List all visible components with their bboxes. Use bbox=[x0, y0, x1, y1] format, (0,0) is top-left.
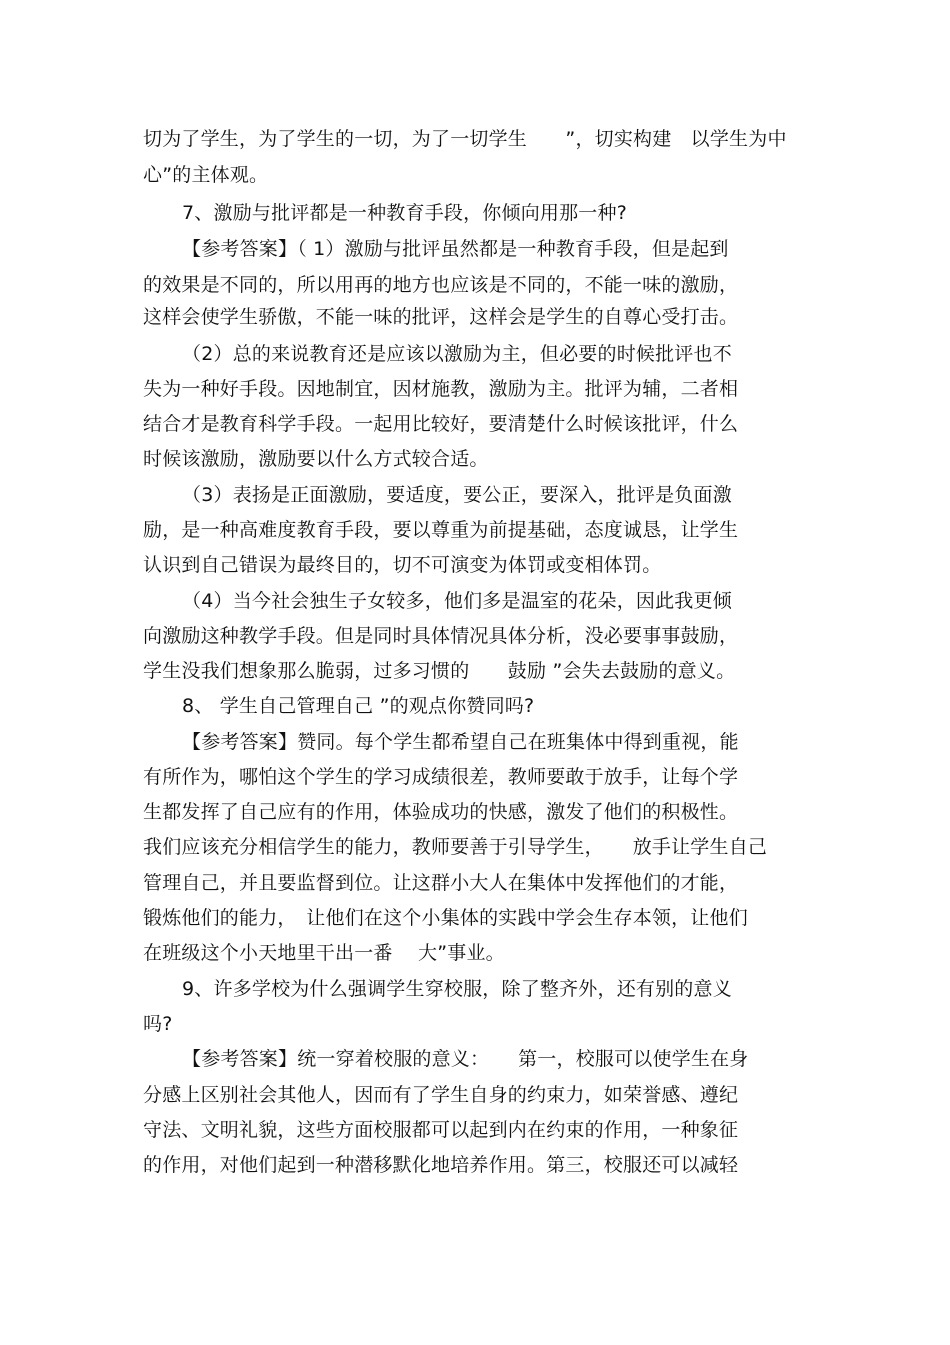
text-line: 管理自己，并且要监督到位。让这群小大人在集体中发挥他们的才能， bbox=[143, 872, 739, 894]
text-line: 我们应该充分相信学生的能力，教师要善于引导学生， 放手让学生自己 bbox=[143, 836, 768, 858]
text-line: 失为一种好手段。因地制宜，因材施教，激励为主。批评为辅，二者相 bbox=[143, 378, 739, 400]
text-line: 时候该激励，激励要以什么方式较合适。 bbox=[143, 448, 489, 470]
text-line: 认识到自己错误为最终目的，切不可演变为体罚或变相体罚。 bbox=[143, 554, 662, 576]
question-heading: 8、 学生自己管理自己 ”的观点你赞同吗? bbox=[182, 695, 535, 717]
text-line: 的效果是不同的，所以用再的地方也应该是不同的，不能一味的激励， bbox=[143, 274, 739, 296]
text-line: （3）表扬是正面激励，要适度，要公正，要深入，批评是负面激 bbox=[182, 484, 732, 506]
text-line: 向激励这种教学手段。但是同时具体情况具体分析，没必要事事鼓励， bbox=[143, 625, 739, 647]
text-line: 有所作为，哪怕这个学生的学习成绩很差，教师要敢于放手，让每个学 bbox=[143, 766, 739, 788]
text-line: 切为了学生，为了学生的一切，为了一切学生 ”，切实构建 以学生为中 bbox=[143, 128, 787, 150]
text-line: 励，是一种高难度教育手段，要以尊重为前提基础，态度诚恳，让学生 bbox=[143, 519, 739, 541]
answer-line: 【参考答案】赞同。每个学生都希望自己在班集体中得到重视，能 bbox=[182, 731, 739, 753]
text-line: 生都发挥了自己应有的作用，体验成功的快感，激发了他们的积极性。 bbox=[143, 801, 739, 823]
text-line: （2）总的来说教育还是应该以激励为主，但必要的时候批评也不 bbox=[182, 343, 732, 365]
question-heading: 7、激励与批评都是一种教育手段，你倾向用那一种? bbox=[182, 202, 627, 224]
text-line: 这样会使学生骄傲，不能一味的批评，这样会是学生的自尊心受打击。 bbox=[143, 306, 739, 328]
answer-line: 【参考答案】（ 1）激励与批评虽然都是一种教育手段，但是起到 bbox=[182, 238, 729, 260]
text-line: （4）当今社会独生子女较多，他们多是温室的花朵，因此我更倾 bbox=[182, 590, 732, 612]
text-line: 守法、文明礼貌，这些方面校服都可以起到内在约束的作用，一种象征 bbox=[143, 1119, 739, 1141]
answer-line: 【参考答案】统一穿着校服的意义： 第一，校服可以使学生在身 bbox=[182, 1048, 749, 1070]
text-line: 锻炼他们的能力， 让他们在这个小集体的实践中学会生存本领，让他们 bbox=[143, 907, 748, 929]
text-line: 学生没我们想象那么脆弱，过多习惯的 鼓励 ”会失去鼓励的意义。 bbox=[143, 660, 736, 682]
text-line: 的作用，对他们起到一种潜移默化地培养作用。第三，校服还可以减轻 bbox=[143, 1154, 739, 1176]
text-line: 心”的主体观。 bbox=[143, 164, 269, 186]
text-line: 在班级这个小天地里干出一番 大”事业。 bbox=[143, 942, 505, 964]
text-line: 吗? bbox=[143, 1013, 173, 1035]
question-heading: 9、许多学校为什么强调学生穿校服，除了整齐外，还有别的意义 bbox=[182, 978, 732, 1000]
text-line: 结合才是教育科学手段。一起用比较好，要清楚什么时候该批评，什么 bbox=[143, 413, 739, 435]
text-line: 分感上区别社会其他人，因而有了学生自身的约束力，如荣誉感、遵纪 bbox=[143, 1084, 739, 1106]
